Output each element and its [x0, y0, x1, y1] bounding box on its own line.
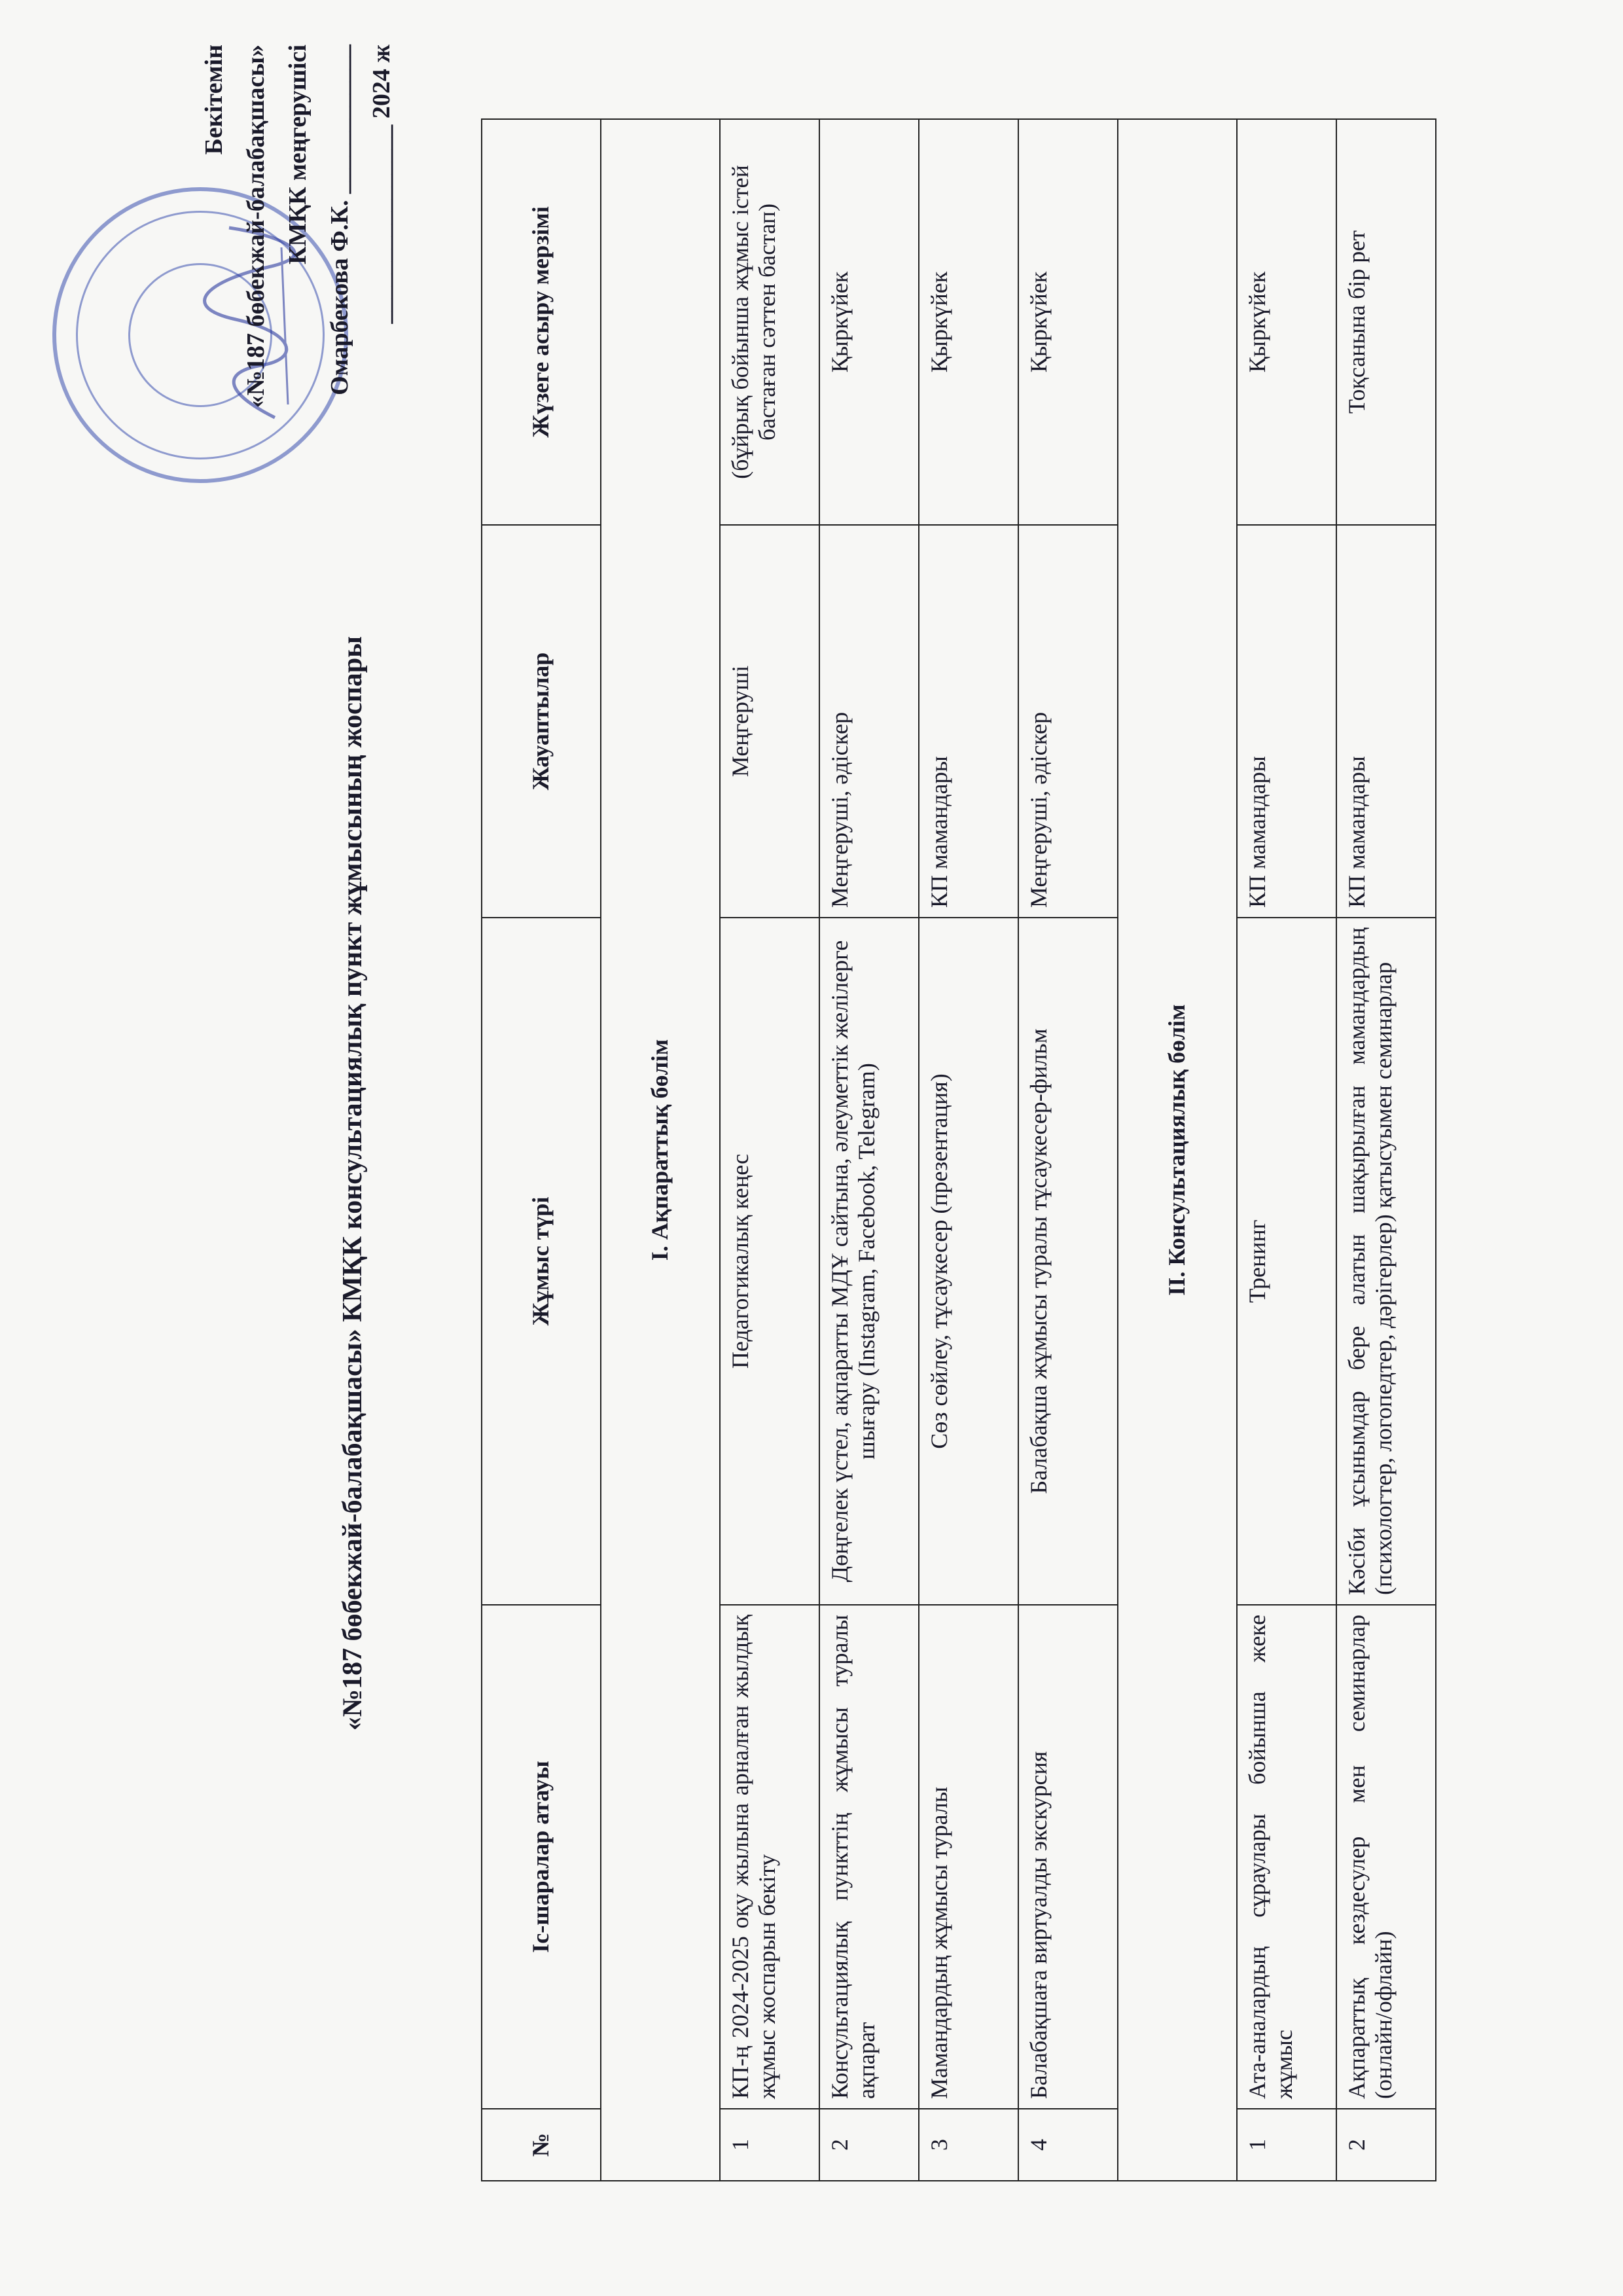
section-row [1118, 119, 1237, 2181]
cell-resp: КП мамандары [1336, 525, 1436, 918]
header-num: № [482, 2109, 601, 2181]
cell-name: Ата-аналардың сұраулары бойынша жеке жұмыс [1237, 1605, 1336, 2109]
cell-type: Кәсіби ұсынымдар бере алатын шақырылған мамандардың (психологтер, логопедтер, дәрігерлер) қатысуымен семинарлар [1336, 918, 1436, 1605]
header-type: Жұмыс түрі [482, 918, 601, 1605]
header-term: Жүзеге асыру мерзімі [482, 119, 601, 525]
approval-line-4: Омарбекова Ф.К. ____________ [326, 45, 353, 395]
cell-name: Консультациялық пункттің жұмысы туралы ақпарат [819, 1605, 919, 2109]
section-title: I. Ақпараттық бөлім [601, 119, 720, 2181]
table-header-row [482, 119, 601, 2181]
table-row [819, 119, 919, 2181]
cell-resp: КП мамандары [1237, 525, 1336, 918]
approval-block [193, 45, 402, 411]
cell-type: Балабақша жұмысы туралы тұсаукесер-фильм [1018, 918, 1118, 1605]
cell-name: КП-ң 2024-2025 оқу жылына арналған жылдық жұмыс жоспарын бекіту [720, 1605, 819, 2109]
cell-num: 2 [819, 2109, 919, 2181]
section-row [601, 119, 720, 2181]
approval-line-2: «№187 бөбекжай-балабақшасы» [242, 45, 270, 408]
cell-num: 2 [1336, 2109, 1436, 2181]
section-title: II. Консультациялық бөлім [1118, 119, 1237, 2181]
cell-num: 1 [720, 2109, 819, 2181]
cell-term: Қыркүйек [919, 119, 1018, 525]
cell-name: Балабақшаға виртуалды экскурсия [1018, 1605, 1118, 2109]
table-row [1018, 119, 1118, 2181]
cell-term: (бұйрық бойынша жұмыс істей бастаған сәттен бастап) [720, 119, 819, 525]
cell-type: Дөңгелек үстел, ақпаратты МДҰ сайтына, әлеуметтік желілерге шығару (Instagram, Facebook, Telegram) [819, 918, 919, 1605]
approval-line-1: Бекітемін [200, 45, 228, 155]
page-title: «№187 бөбекжай-балабақшасы» КМҚК консультациялық пункт жұмысының жоспары [338, 636, 368, 1731]
table-row [1336, 119, 1436, 2181]
cell-resp: Меңгеруші [720, 525, 819, 918]
cell-type: Педагогикалық кеңес [720, 918, 819, 1605]
cell-term: Қыркүйек [1237, 119, 1336, 525]
approval-year: 2024 ж [368, 45, 395, 119]
approval-line-3: КМҚК меңгерушісі [284, 45, 312, 264]
header-resp: Жауаптылар [482, 525, 601, 918]
cell-term: Тоқсанына бір рет [1336, 119, 1436, 525]
cell-num: 4 [1018, 2109, 1118, 2181]
cell-term: Қыркүйек [1018, 119, 1118, 525]
cell-num: 3 [919, 2109, 1018, 2181]
cell-type: Сөз сөйлеу, тұсаукесер (презентация) [919, 918, 1018, 1605]
table-row [720, 119, 819, 2181]
cell-resp: Меңгеруші, әдіскер [819, 525, 919, 918]
director-name: Омарбекова Ф.К. [326, 200, 353, 395]
header-name: Іс-шаралар атауы [482, 1605, 601, 2109]
cell-resp: КП мамандары [919, 525, 1018, 918]
cell-num: 1 [1237, 2109, 1336, 2181]
approval-line-5: ________________ 2024 ж [368, 45, 395, 324]
cell-resp: Меңгеруші, әдіскер [1018, 525, 1118, 918]
cell-type: Тренинг [1237, 918, 1336, 1605]
cell-name: Ақпараттық кездесулер мен семинарлар (онлайн/офлайн) [1336, 1605, 1436, 2109]
table-row [1237, 119, 1336, 2181]
table-row [919, 119, 1018, 2181]
cell-name: Мамандардың жұмысы туралы [919, 1605, 1018, 2109]
cell-term: Қыркүйек [819, 119, 919, 525]
plan-table [481, 118, 1436, 2181]
